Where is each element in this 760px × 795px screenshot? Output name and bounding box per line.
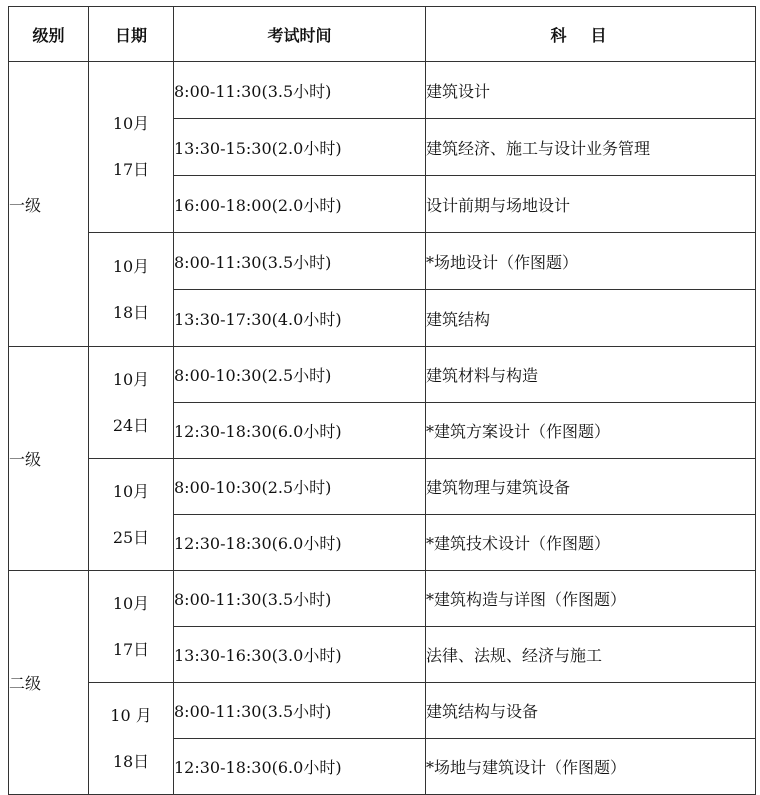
date-cell <box>89 62 174 233</box>
subject-cell: 建筑物理与建筑设备 <box>426 459 756 515</box>
date-day: 24日 <box>112 415 150 435</box>
exam-time-cell: 12:30-18:30(6.0小时) <box>174 515 426 571</box>
subject-cell: *建筑技术设计（作图题） <box>426 515 756 571</box>
level-cell: 一级 <box>9 62 89 347</box>
exam-time-cell: 8:00-11:30(3.5小时) <box>174 233 426 290</box>
subject-cell: 设计前期与场地设计 <box>426 176 756 233</box>
subject-cell: *场地设计（作图题） <box>426 233 756 290</box>
date-cell <box>89 233 174 347</box>
header-date: 日期 <box>89 7 174 62</box>
table-row <box>9 571 756 627</box>
exam-time-cell: 8:00-10:30(2.5小时) <box>174 347 426 403</box>
date-month: 10月 <box>112 593 150 613</box>
date-month: 10 月 <box>110 705 152 725</box>
header-subject: 科目 <box>426 7 756 62</box>
subject-cell: *场地与建筑设计（作图题） <box>426 739 756 795</box>
exam-time-cell: 13:30-16:30(3.0小时) <box>174 627 426 683</box>
subject-cell: 建筑经济、施工与设计业务管理 <box>426 119 756 176</box>
date-month: 10月 <box>112 256 150 276</box>
subject-cell: 建筑设计 <box>426 62 756 119</box>
header-row <box>9 7 756 62</box>
date-day: 25日 <box>112 527 150 547</box>
subject-cell: *建筑方案设计（作图题） <box>426 403 756 459</box>
exam-time-cell: 8:00-11:30(3.5小时) <box>174 683 426 739</box>
table-row <box>9 62 756 119</box>
exam-time-cell: 8:00-11:30(3.5小时) <box>174 571 426 627</box>
header-level: 级别 <box>9 7 89 62</box>
subject-cell: *建筑构造与详图（作图题） <box>426 571 756 627</box>
exam-time-cell: 8:00-10:30(2.5小时) <box>174 459 426 515</box>
subject-cell: 建筑结构与设备 <box>426 683 756 739</box>
exam-time-cell: 12:30-18:30(6.0小时) <box>174 739 426 795</box>
level-cell: 一级 <box>9 347 89 571</box>
exam-time-cell: 13:30-17:30(4.0小时) <box>174 290 426 347</box>
date-day: 17日 <box>112 160 150 179</box>
table-row <box>9 233 756 290</box>
table-row <box>9 683 756 739</box>
subject-cell: 建筑结构 <box>426 290 756 347</box>
level-cell: 二级 <box>9 571 89 795</box>
date-month: 10月 <box>112 369 150 389</box>
date-day: 17日 <box>112 639 150 659</box>
table-row <box>9 459 756 515</box>
date-cell <box>89 571 174 683</box>
exam-time-cell: 12:30-18:30(6.0小时) <box>174 403 426 459</box>
date-cell <box>89 459 174 571</box>
table-row <box>9 347 756 403</box>
subject-cell: 建筑材料与构造 <box>426 347 756 403</box>
exam-time-cell: 16:00-18:00(2.0小时) <box>174 176 426 233</box>
date-month: 10月 <box>112 481 150 501</box>
date-month: 10月 <box>112 114 150 133</box>
date-day: 18日 <box>112 751 150 771</box>
date-day: 18日 <box>112 302 150 322</box>
exam-schedule-table <box>8 6 756 795</box>
subject-cell: 法律、法规、经济与施工 <box>426 627 756 683</box>
exam-time-cell: 8:00-11:30(3.5小时) <box>174 62 426 119</box>
date-cell <box>89 347 174 459</box>
date-cell <box>89 683 174 795</box>
exam-time-cell: 13:30-15:30(2.0小时) <box>174 119 426 176</box>
header-exam-time: 考试时间 <box>174 7 426 62</box>
